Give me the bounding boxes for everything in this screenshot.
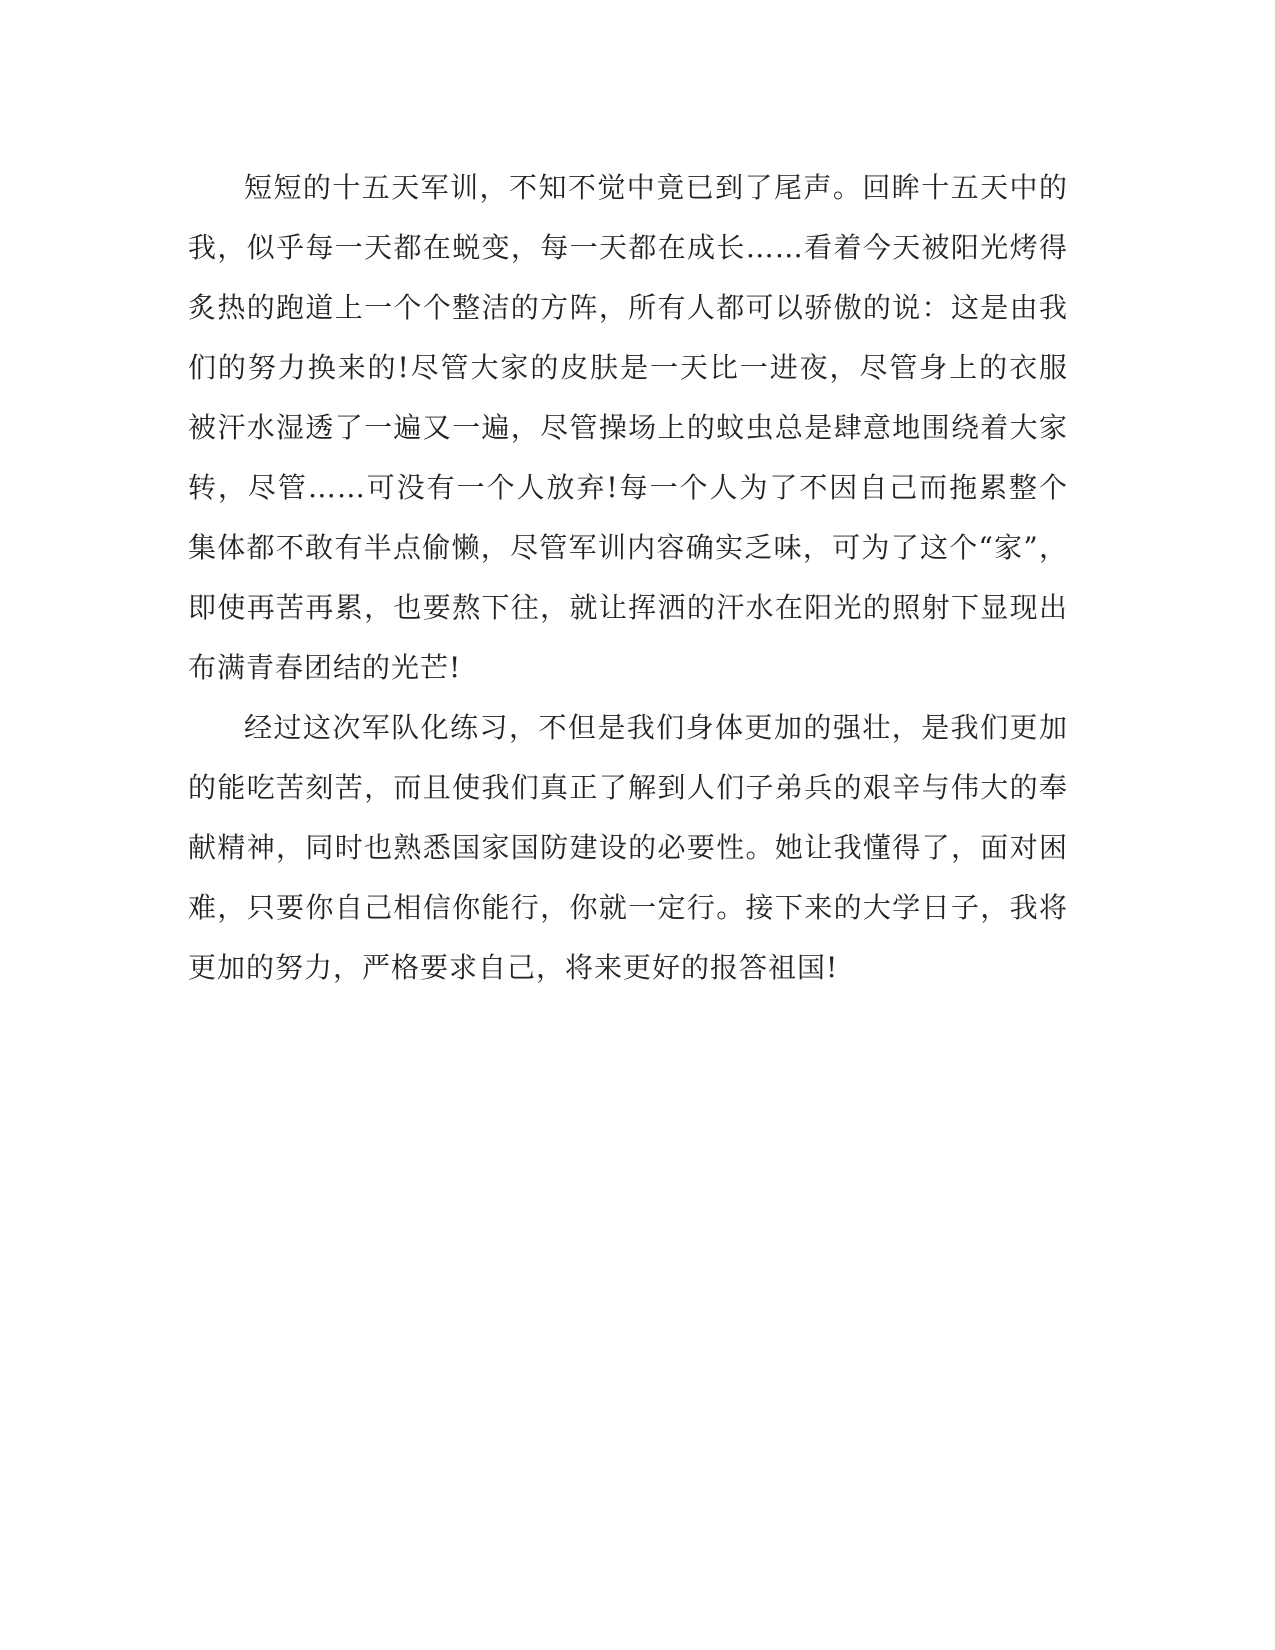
paragraph: 短短的十五天军训，不知不觉中竟已到了尾声。回眸十五天中的我，似乎每一天都在蜕变，每一天都在成长……看着今天被阳光烤得炙热的跑道上一个个整洁的方阵，所有人都可以骄傲的说：这是由我们的努力换来的!尽管大家的皮肤是一天比一进夜，尽管身上的衣服被汗水湿透了一遍又一遍，尽管操场上的蚊虫总是肆意地围绕着大家转，尽管……可没有一个人放弃!每一个人为了不因自己而拖累整个集体都不敢有半点偷懒，尽管军训内容确实乏味，可为了这个“家”，即使再苦再累，也要熬下往，就让挥洒的汗水在阳光的照射下显现出布满青春团结的光芒! (188, 171, 1068, 684)
paragraph: 经过这次军队化练习，不但是我们身体更加的强壮，是我们更加的能吃苦刻苦，而且使我们真正了解到人们子弟兵的艰辛与伟大的奉献精神，同时也熟悉国家国防建设的必要性。她让我懂得了，面对困难，只要你自己相信你能行，你就一定行。接下来的大学日子，我将更加的努力，严格要求自己，将来更好的报答祖国! (188, 711, 1068, 984)
document-body (188, 158, 1068, 998)
